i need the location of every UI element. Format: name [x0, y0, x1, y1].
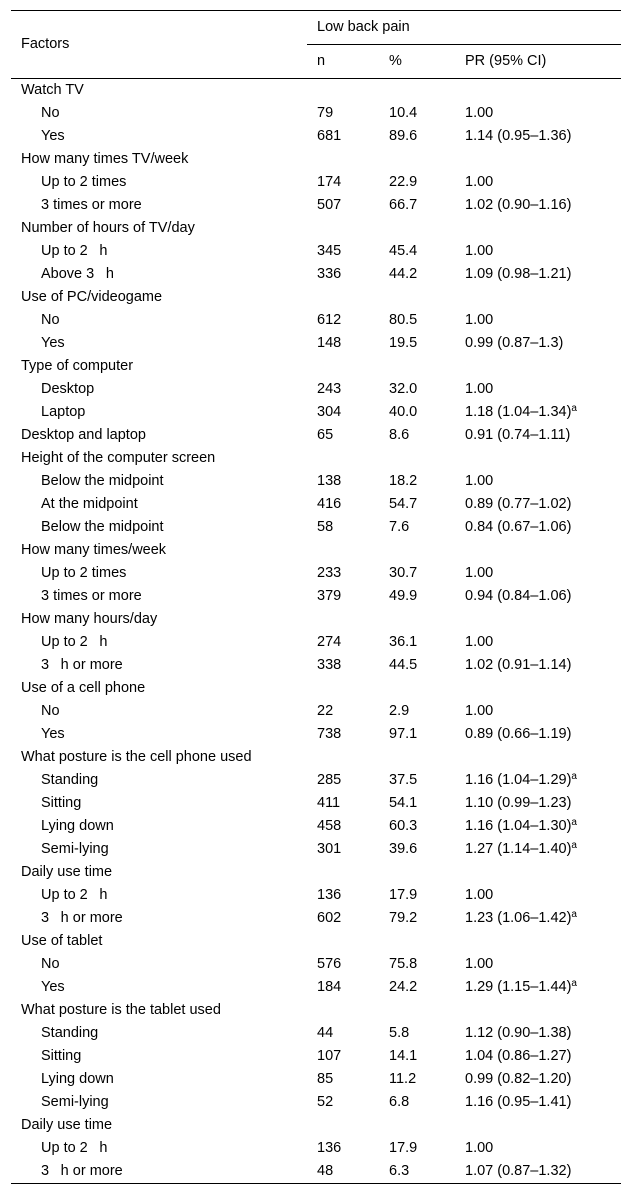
n-value: 58	[317, 519, 334, 535]
factor-label: Desktop and laptop	[21, 427, 146, 443]
low-back-pain-table	[11, 10, 621, 1184]
pr-value-cell	[455, 516, 621, 539]
table-row	[11, 263, 621, 286]
pr-value-cell	[455, 562, 621, 585]
pr-value: 1.16 (1.04–1.29)	[465, 772, 572, 788]
n-value: 148	[317, 335, 342, 351]
n-value: 507	[317, 197, 342, 213]
empty-cell	[307, 746, 621, 769]
table-row	[11, 792, 621, 815]
n-value: 416	[317, 496, 342, 512]
table-row	[11, 309, 621, 332]
pr-value-cell	[455, 309, 621, 332]
percent-value: 44.5	[389, 657, 418, 673]
table-row	[11, 516, 621, 539]
n-value: 274	[317, 634, 342, 650]
factor-label: 3 h or more	[41, 657, 123, 673]
table-row	[11, 470, 621, 493]
pr-value: 1.23 (1.06–1.42)	[465, 910, 572, 926]
table-row	[11, 631, 621, 654]
pr-value: 1.04 (0.86–1.27)	[465, 1048, 572, 1064]
pr-value-cell	[455, 907, 621, 930]
category-row	[11, 861, 621, 884]
factor-label: Below the midpoint	[41, 519, 164, 535]
percent-value: 89.6	[389, 128, 418, 144]
category-row	[11, 79, 621, 103]
empty-cell	[307, 608, 621, 631]
n-value: 22	[317, 703, 334, 719]
pr-value-cell	[455, 723, 621, 746]
pr-value: 1.00	[465, 105, 494, 121]
pr-value-cell	[455, 332, 621, 355]
pr-value: 1.00	[465, 887, 494, 903]
empty-cell	[307, 217, 621, 240]
n-value: 44	[317, 1025, 334, 1041]
empty-cell	[307, 355, 621, 378]
empty-cell	[307, 539, 621, 562]
n-value: 612	[317, 312, 342, 328]
n-value: 136	[317, 1140, 342, 1156]
empty-cell	[307, 447, 621, 470]
table-row	[11, 332, 621, 355]
table-row	[11, 171, 621, 194]
category-label: Daily use time	[21, 1117, 113, 1133]
factor-label: Up to 2 h	[41, 634, 108, 650]
empty-cell	[307, 79, 621, 103]
factor-label: Up to 2 times	[41, 174, 127, 190]
percent-value: 37.5	[389, 772, 418, 788]
table-row	[11, 700, 621, 723]
percent-value: 32.0	[389, 381, 418, 397]
factor-label: 3 h or more	[11, 1160, 307, 1184]
n-value: 304	[317, 404, 342, 420]
percent-value: 22.9	[389, 174, 418, 190]
pr-value: 1.00	[465, 243, 494, 259]
pr-column-header: PR (95% CI)	[455, 45, 621, 79]
pr-value: 1.00	[465, 473, 494, 489]
factor-label: 3 times or more	[41, 197, 142, 213]
category-row	[11, 677, 621, 700]
n-value: 138	[317, 473, 342, 489]
factor-label: 3 times or more	[41, 588, 142, 604]
pr-value: 0.94 (0.84–1.06)	[465, 588, 572, 604]
pr-value-cell	[455, 263, 621, 286]
percent-value: 14.1	[389, 1048, 418, 1064]
empty-cell	[307, 148, 621, 171]
n-value: 338	[317, 657, 342, 673]
n-value: 411	[317, 795, 341, 811]
n-value: 738	[317, 726, 342, 742]
table-row	[11, 125, 621, 148]
factor-label: Sitting	[41, 1048, 82, 1064]
table-row	[11, 240, 621, 263]
factor-label: Up to 2 h	[41, 243, 108, 259]
n-value: 65	[317, 427, 334, 443]
n-value: 681	[317, 128, 342, 144]
pr-value-cell	[455, 378, 621, 401]
pr-value: 1.16 (1.04–1.30)	[465, 818, 572, 834]
percent-value: 75.8	[389, 956, 418, 972]
category-row	[11, 286, 621, 309]
header-row-group	[11, 11, 621, 45]
table-row	[11, 884, 621, 907]
percent-value: 66.7	[389, 197, 418, 213]
percent-value: 54.1	[389, 795, 418, 811]
percent-value: 18.2	[389, 473, 418, 489]
category-label: Number of hours of TV/day	[21, 220, 195, 236]
pr-value-cell	[455, 1160, 621, 1184]
pr-value: 0.89 (0.66–1.19)	[465, 726, 572, 742]
factor-label: Lying down	[41, 1071, 114, 1087]
pr-value-cell	[455, 700, 621, 723]
percent-value: 36.1	[389, 634, 418, 650]
category-label: Daily use time	[21, 864, 113, 880]
category-row	[11, 1114, 621, 1137]
category-label: How many times TV/week	[21, 151, 189, 167]
category-row	[11, 999, 621, 1022]
pr-value: 1.18 (1.04–1.34)	[465, 404, 572, 420]
n-value: 458	[317, 818, 342, 834]
pr-value: 1.14 (0.95–1.36)	[465, 128, 572, 144]
factor-label: Up to 2 times	[41, 565, 127, 581]
table-row	[11, 1137, 621, 1160]
n-value: 79	[317, 105, 334, 121]
n-value: 602	[317, 910, 342, 926]
pr-value: 1.02 (0.91–1.14)	[465, 657, 572, 673]
pr-value-cell	[455, 470, 621, 493]
empty-cell	[307, 999, 621, 1022]
percent-value: 30.7	[389, 565, 418, 581]
pr-value-cell	[455, 1022, 621, 1045]
significance-footnote-marker: a	[571, 909, 577, 920]
significance-footnote-marker: a	[571, 771, 577, 782]
percent-value: 6.3	[379, 1160, 455, 1184]
category-label: Height of the computer screen	[21, 450, 216, 466]
n-value: 301	[317, 841, 342, 857]
category-row	[11, 539, 621, 562]
pr-value-cell	[455, 493, 621, 516]
pr-value-cell	[455, 769, 621, 792]
pr-value-cell	[455, 838, 621, 861]
table-row	[11, 953, 621, 976]
n-value: 136	[317, 887, 342, 903]
pr-value-cell	[455, 1091, 621, 1114]
percent-value: 17.9	[389, 1140, 418, 1156]
percent-value: 40.0	[389, 404, 418, 420]
pr-value-cell	[455, 102, 621, 125]
n-value: 107	[317, 1048, 342, 1064]
pr-value: 1.00	[465, 174, 494, 190]
factors-header: Factors	[11, 11, 307, 79]
pr-value: 1.00	[465, 1140, 494, 1156]
n-value: 379	[317, 588, 342, 604]
n-value: 233	[317, 565, 342, 581]
table-row	[11, 194, 621, 217]
factor-label: No	[41, 703, 60, 719]
table-row	[11, 976, 621, 999]
percent-value: 44.2	[389, 266, 418, 282]
factor-label: 3 h or more	[41, 910, 123, 926]
empty-cell	[307, 930, 621, 953]
category-row	[11, 608, 621, 631]
table-row	[11, 654, 621, 677]
percent-value: 6.8	[389, 1094, 410, 1110]
significance-footnote-marker: a	[571, 840, 577, 851]
pr-value-cell	[455, 1045, 621, 1068]
table-row	[11, 769, 621, 792]
pr-value: 1.00	[465, 703, 494, 719]
n-value: 345	[317, 243, 342, 259]
pr-value: 1.12 (0.90–1.38)	[465, 1025, 572, 1041]
pr-value: 1.09 (0.98–1.21)	[465, 266, 572, 282]
pr-value-cell	[455, 631, 621, 654]
empty-cell	[307, 861, 621, 884]
pr-value-cell	[455, 976, 621, 999]
percent-value: 97.1	[389, 726, 418, 742]
table-row	[11, 493, 621, 516]
pr-value: 1.16 (0.95–1.41)	[465, 1094, 572, 1110]
significance-footnote-marker: a	[571, 978, 577, 989]
empty-cell	[307, 1114, 621, 1137]
factor-label: Yes	[41, 979, 65, 995]
pr-value: 1.29 (1.15–1.44)	[465, 979, 572, 995]
pr-value-cell	[455, 424, 621, 447]
pr-value: 0.99 (0.87–1.3)	[465, 335, 564, 351]
pr-value-cell	[455, 654, 621, 677]
table-row	[11, 815, 621, 838]
pr-value: 1.00	[465, 634, 494, 650]
percent-column-header: %	[379, 45, 455, 79]
factor-label: No	[41, 956, 60, 972]
n-value: 48	[307, 1160, 379, 1184]
category-label: How many hours/day	[21, 611, 158, 627]
pr-value: 0.84 (0.67–1.06)	[465, 519, 572, 535]
pr-value-cell	[455, 125, 621, 148]
n-value: 85	[317, 1071, 334, 1087]
pr-value-cell	[455, 1137, 621, 1160]
percent-value: 80.5	[389, 312, 418, 328]
n-value: 174	[317, 174, 342, 190]
pr-value: 1.00	[465, 312, 494, 328]
factor-label: Above 3 h	[41, 266, 114, 282]
percent-value: 8.6	[389, 427, 410, 443]
factor-label: Laptop	[41, 404, 86, 420]
empty-cell	[307, 286, 621, 309]
pr-value-cell	[455, 1068, 621, 1091]
factor-label: Sitting	[41, 795, 82, 811]
factor-label: Semi-lying	[41, 841, 109, 857]
table-row	[11, 378, 621, 401]
n-value: 243	[317, 381, 342, 397]
percent-value: 10.4	[389, 105, 418, 121]
category-label: Use of PC/videogame	[21, 289, 163, 305]
pr-value: 0.99 (0.82–1.20)	[465, 1071, 572, 1087]
pr-value-cell	[455, 585, 621, 608]
table-row	[11, 424, 621, 447]
n-value: 52	[317, 1094, 334, 1110]
percent-value: 5.8	[389, 1025, 410, 1041]
percent-value: 49.9	[389, 588, 418, 604]
percent-value: 19.5	[389, 335, 418, 351]
category-row	[11, 930, 621, 953]
percent-value: 24.2	[389, 979, 418, 995]
category-label: Watch TV	[21, 82, 84, 98]
percent-value: 7.6	[389, 519, 410, 535]
factor-label: Yes	[41, 726, 65, 742]
factor-label: Up to 2 h	[41, 1140, 108, 1156]
category-row	[11, 355, 621, 378]
n-value: 576	[317, 956, 342, 972]
factor-label: Desktop	[41, 381, 95, 397]
pr-value: 1.02 (0.90–1.16)	[465, 197, 572, 213]
factor-label: Yes	[41, 128, 65, 144]
pr-value: 1.10 (0.99–1.23)	[465, 795, 572, 811]
table-row	[11, 562, 621, 585]
percent-value: 11.2	[389, 1071, 417, 1087]
percent-value: 60.3	[389, 818, 418, 834]
table-row	[11, 401, 621, 424]
table-row	[11, 102, 621, 125]
pr-value: 1.07 (0.87–1.32)	[465, 1163, 572, 1179]
n-column-header: n	[307, 45, 379, 79]
pr-value: 1.00	[465, 381, 494, 397]
category-label: How many times/week	[21, 542, 167, 558]
pr-value-cell	[455, 171, 621, 194]
table-row	[11, 838, 621, 861]
category-label: Type of computer	[21, 358, 134, 374]
factor-label: Yes	[41, 335, 65, 351]
table-body	[11, 79, 621, 1184]
percent-value: 17.9	[389, 887, 418, 903]
table-container	[11, 10, 621, 1184]
factor-label: Standing	[41, 772, 99, 788]
table-row	[11, 1045, 621, 1068]
pr-value-cell	[455, 240, 621, 263]
pr-value-cell	[455, 953, 621, 976]
factor-label: Lying down	[41, 818, 114, 834]
factor-label: No	[41, 312, 60, 328]
factor-label: No	[41, 105, 60, 121]
category-label: Use of tablet	[21, 933, 103, 949]
category-label: What posture is the cell phone used	[21, 749, 252, 765]
n-value: 285	[317, 772, 342, 788]
n-value: 184	[317, 979, 342, 995]
table-row	[11, 723, 621, 746]
factor-label: Below the midpoint	[41, 473, 164, 489]
category-row	[11, 447, 621, 470]
pr-value-cell	[455, 884, 621, 907]
table-row	[11, 1022, 621, 1045]
category-row	[11, 217, 621, 240]
factor-label: Up to 2 h	[41, 887, 108, 903]
table-row	[11, 1068, 621, 1091]
table-row	[11, 1091, 621, 1114]
table-row	[11, 585, 621, 608]
factor-label: At the midpoint	[41, 496, 138, 512]
percent-value: 54.7	[389, 496, 418, 512]
category-row	[11, 148, 621, 171]
table-row	[11, 907, 621, 930]
percent-value: 2.9	[389, 703, 410, 719]
pr-value: 1.00	[465, 956, 494, 972]
pr-value: 1.00	[465, 565, 494, 581]
pr-value-cell	[455, 792, 621, 815]
significance-footnote-marker: a	[571, 817, 577, 828]
factor-label: Standing	[41, 1025, 99, 1041]
empty-cell	[307, 677, 621, 700]
percent-value: 79.2	[389, 910, 418, 926]
factor-label: Semi-lying	[41, 1094, 109, 1110]
pr-value-cell	[455, 194, 621, 217]
percent-value: 45.4	[389, 243, 418, 259]
n-value: 336	[317, 266, 342, 282]
pr-value-cell	[455, 401, 621, 424]
category-label: Use of a cell phone	[21, 680, 146, 696]
pr-value: 0.89 (0.77–1.02)	[465, 496, 572, 512]
pr-value-cell	[455, 815, 621, 838]
category-label: What posture is the tablet used	[21, 1002, 221, 1018]
pr-value: 0.91 (0.74–1.11)	[465, 427, 571, 443]
significance-footnote-marker: a	[571, 403, 577, 414]
category-row	[11, 746, 621, 769]
pr-value: 1.27 (1.14–1.40)	[465, 841, 572, 857]
table-row	[11, 1160, 621, 1184]
low-back-pain-header: Low back pain	[307, 11, 621, 45]
percent-value: 39.6	[389, 841, 418, 857]
